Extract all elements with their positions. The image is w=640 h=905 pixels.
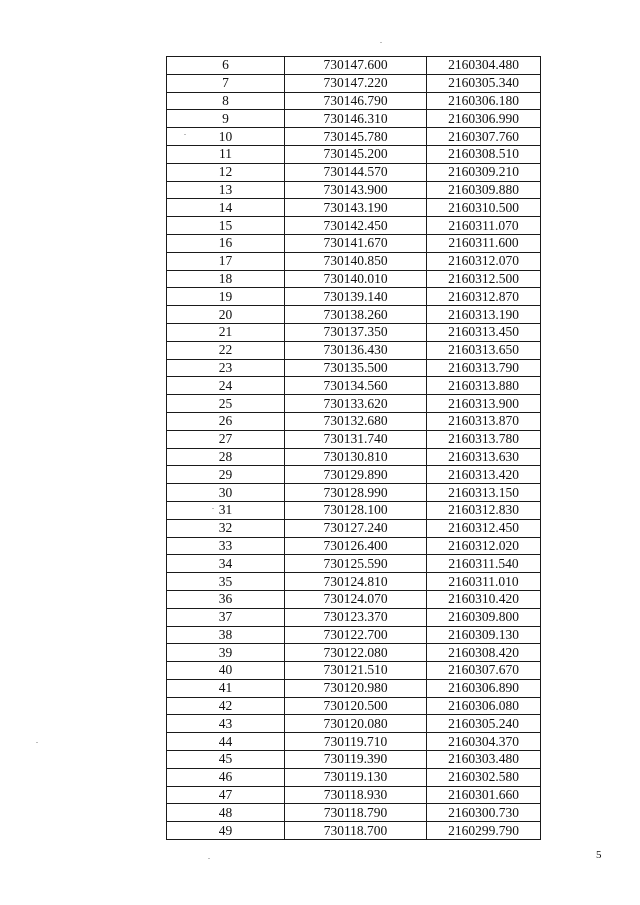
x-coordinate-cell: 730120.080 [285,715,427,733]
x-coordinate-cell: 730132.680 [285,412,427,430]
y-coordinate-cell: 2160306.180 [427,92,541,110]
table-row [167,359,541,377]
y-coordinate-cell: 2160299.790 [427,822,541,840]
point-number-cell: 35 [167,573,285,591]
point-number-cell: 46 [167,768,285,786]
point-number-cell: 32 [167,519,285,537]
y-coordinate-cell: 2160305.240 [427,715,541,733]
y-coordinate-cell: 2160305.340 [427,74,541,92]
x-coordinate-cell: 730140.010 [285,270,427,288]
table-row [167,57,541,75]
table-row [167,145,541,163]
table-row [167,199,541,217]
point-number-cell: 43 [167,715,285,733]
point-number-cell: 25 [167,395,285,413]
table-row [167,501,541,519]
point-number-cell: 18 [167,270,285,288]
scan-speck [212,508,214,509]
point-number-cell: 44 [167,733,285,751]
x-coordinate-cell: 730143.190 [285,199,427,217]
point-number-cell: 7 [167,74,285,92]
point-number-cell: 21 [167,323,285,341]
table-row [167,822,541,840]
y-coordinate-cell: 2160313.630 [427,448,541,466]
table-row [167,252,541,270]
x-coordinate-cell: 730147.220 [285,74,427,92]
x-coordinate-cell: 730125.590 [285,555,427,573]
table-row [167,751,541,769]
table-row [167,555,541,573]
point-number-cell: 16 [167,234,285,252]
y-coordinate-cell: 2160301.660 [427,786,541,804]
x-coordinate-cell: 730136.430 [285,341,427,359]
table-row [167,341,541,359]
x-coordinate-cell: 730124.070 [285,590,427,608]
x-coordinate-cell: 730130.810 [285,448,427,466]
point-number-cell: 49 [167,822,285,840]
x-coordinate-cell: 730146.790 [285,92,427,110]
y-coordinate-cell: 2160309.130 [427,626,541,644]
point-number-cell: 14 [167,199,285,217]
point-number-cell: 22 [167,341,285,359]
x-coordinate-cell: 730126.400 [285,537,427,555]
y-coordinate-cell: 2160313.790 [427,359,541,377]
point-number-cell: 28 [167,448,285,466]
point-number-cell: 41 [167,679,285,697]
table-row [167,537,541,555]
x-coordinate-cell: 730119.390 [285,751,427,769]
y-coordinate-cell: 2160313.450 [427,323,541,341]
table-row [167,74,541,92]
table-row [167,430,541,448]
table-row [167,679,541,697]
y-coordinate-cell: 2160306.890 [427,679,541,697]
y-coordinate-cell: 2160312.020 [427,537,541,555]
point-number-cell: 48 [167,804,285,822]
y-coordinate-cell: 2160310.420 [427,590,541,608]
y-coordinate-cell: 2160313.900 [427,395,541,413]
y-coordinate-cell: 2160313.780 [427,430,541,448]
y-coordinate-cell: 2160304.480 [427,57,541,75]
point-number-cell: 30 [167,484,285,502]
table-row [167,644,541,662]
table-row [167,786,541,804]
point-number-cell: 27 [167,430,285,448]
y-coordinate-cell: 2160313.870 [427,412,541,430]
table-row [167,626,541,644]
table-row [167,448,541,466]
x-coordinate-cell: 730128.100 [285,501,427,519]
scan-speck [380,42,382,43]
y-coordinate-cell: 2160312.450 [427,519,541,537]
y-coordinate-cell: 2160306.990 [427,110,541,128]
point-number-cell: 6 [167,57,285,75]
point-number-cell: 33 [167,537,285,555]
y-coordinate-cell: 2160311.010 [427,573,541,591]
point-number-cell: 38 [167,626,285,644]
table-row [167,412,541,430]
table-row [167,323,541,341]
page-number: 5 [596,849,602,861]
x-coordinate-cell: 730133.620 [285,395,427,413]
table-row [167,306,541,324]
point-number-cell: 23 [167,359,285,377]
x-coordinate-cell: 730127.240 [285,519,427,537]
x-coordinate-cell: 730120.500 [285,697,427,715]
y-coordinate-cell: 2160309.210 [427,163,541,181]
point-number-cell: 9 [167,110,285,128]
point-number-cell: 37 [167,608,285,626]
y-coordinate-cell: 2160307.760 [427,128,541,146]
table-row [167,697,541,715]
x-coordinate-cell: 730139.140 [285,288,427,306]
table-row [167,92,541,110]
x-coordinate-cell: 730145.780 [285,128,427,146]
x-coordinate-cell: 730140.850 [285,252,427,270]
table-row [167,662,541,680]
x-coordinate-cell: 730142.450 [285,217,427,235]
y-coordinate-cell: 2160311.070 [427,217,541,235]
y-coordinate-cell: 2160309.800 [427,608,541,626]
table-row [167,128,541,146]
x-coordinate-cell: 730146.310 [285,110,427,128]
x-coordinate-cell: 730134.560 [285,377,427,395]
coordinates-table-body [167,57,541,840]
table-row [167,590,541,608]
table-row [167,270,541,288]
point-number-cell: 24 [167,377,285,395]
x-coordinate-cell: 730118.790 [285,804,427,822]
y-coordinate-cell: 2160303.480 [427,751,541,769]
y-coordinate-cell: 2160302.580 [427,768,541,786]
y-coordinate-cell: 2160312.870 [427,288,541,306]
point-number-cell: 17 [167,252,285,270]
y-coordinate-cell: 2160312.500 [427,270,541,288]
y-coordinate-cell: 2160313.190 [427,306,541,324]
table-row [167,395,541,413]
point-number-cell: 42 [167,697,285,715]
point-number-cell: 40 [167,662,285,680]
x-coordinate-cell: 730128.990 [285,484,427,502]
table-row [167,608,541,626]
y-coordinate-cell: 2160309.880 [427,181,541,199]
table-row [167,519,541,537]
table-row [167,466,541,484]
point-number-cell: 20 [167,306,285,324]
x-coordinate-cell: 730120.980 [285,679,427,697]
point-number-cell: 45 [167,751,285,769]
x-coordinate-cell: 730122.700 [285,626,427,644]
x-coordinate-cell: 730118.930 [285,786,427,804]
x-coordinate-cell: 730147.600 [285,57,427,75]
point-number-cell: 34 [167,555,285,573]
y-coordinate-cell: 2160311.540 [427,555,541,573]
coordinates-table [166,56,541,840]
x-coordinate-cell: 730143.900 [285,181,427,199]
scan-speck [208,858,210,859]
x-coordinate-cell: 730124.810 [285,573,427,591]
table-row [167,217,541,235]
point-number-cell: 13 [167,181,285,199]
point-number-cell: 36 [167,590,285,608]
table-row [167,573,541,591]
y-coordinate-cell: 2160308.420 [427,644,541,662]
point-number-cell: 31 [167,501,285,519]
y-coordinate-cell: 2160312.070 [427,252,541,270]
point-number-cell: 10 [167,128,285,146]
table-row [167,715,541,733]
table-row [167,288,541,306]
x-coordinate-cell: 730135.500 [285,359,427,377]
y-coordinate-cell: 2160312.830 [427,501,541,519]
y-coordinate-cell: 2160307.670 [427,662,541,680]
y-coordinate-cell: 2160311.600 [427,234,541,252]
point-number-cell: 8 [167,92,285,110]
table-row [167,234,541,252]
point-number-cell: 11 [167,145,285,163]
scan-speck [184,134,186,135]
point-number-cell: 15 [167,217,285,235]
y-coordinate-cell: 2160313.150 [427,484,541,502]
y-coordinate-cell: 2160313.650 [427,341,541,359]
x-coordinate-cell: 730123.370 [285,608,427,626]
x-coordinate-cell: 730141.670 [285,234,427,252]
table-row [167,768,541,786]
x-coordinate-cell: 730144.570 [285,163,427,181]
x-coordinate-cell: 730119.710 [285,733,427,751]
x-coordinate-cell: 730131.740 [285,430,427,448]
point-number-cell: 47 [167,786,285,804]
table-row [167,110,541,128]
table-row [167,163,541,181]
y-coordinate-cell: 2160313.420 [427,466,541,484]
point-number-cell: 12 [167,163,285,181]
table-row [167,733,541,751]
point-number-cell: 19 [167,288,285,306]
x-coordinate-cell: 730122.080 [285,644,427,662]
x-coordinate-cell: 730129.890 [285,466,427,484]
point-number-cell: 26 [167,412,285,430]
y-coordinate-cell: 2160300.730 [427,804,541,822]
x-coordinate-cell: 730145.200 [285,145,427,163]
y-coordinate-cell: 2160306.080 [427,697,541,715]
y-coordinate-cell: 2160310.500 [427,199,541,217]
point-number-cell: 39 [167,644,285,662]
y-coordinate-cell: 2160308.510 [427,145,541,163]
table-row [167,181,541,199]
x-coordinate-cell: 730138.260 [285,306,427,324]
table-row [167,377,541,395]
y-coordinate-cell: 2160313.880 [427,377,541,395]
point-number-cell: 29 [167,466,285,484]
scan-speck [36,742,38,743]
x-coordinate-cell: 730137.350 [285,323,427,341]
table-row [167,484,541,502]
table-row [167,804,541,822]
x-coordinate-cell: 730121.510 [285,662,427,680]
x-coordinate-cell: 730119.130 [285,768,427,786]
x-coordinate-cell: 730118.700 [285,822,427,840]
y-coordinate-cell: 2160304.370 [427,733,541,751]
